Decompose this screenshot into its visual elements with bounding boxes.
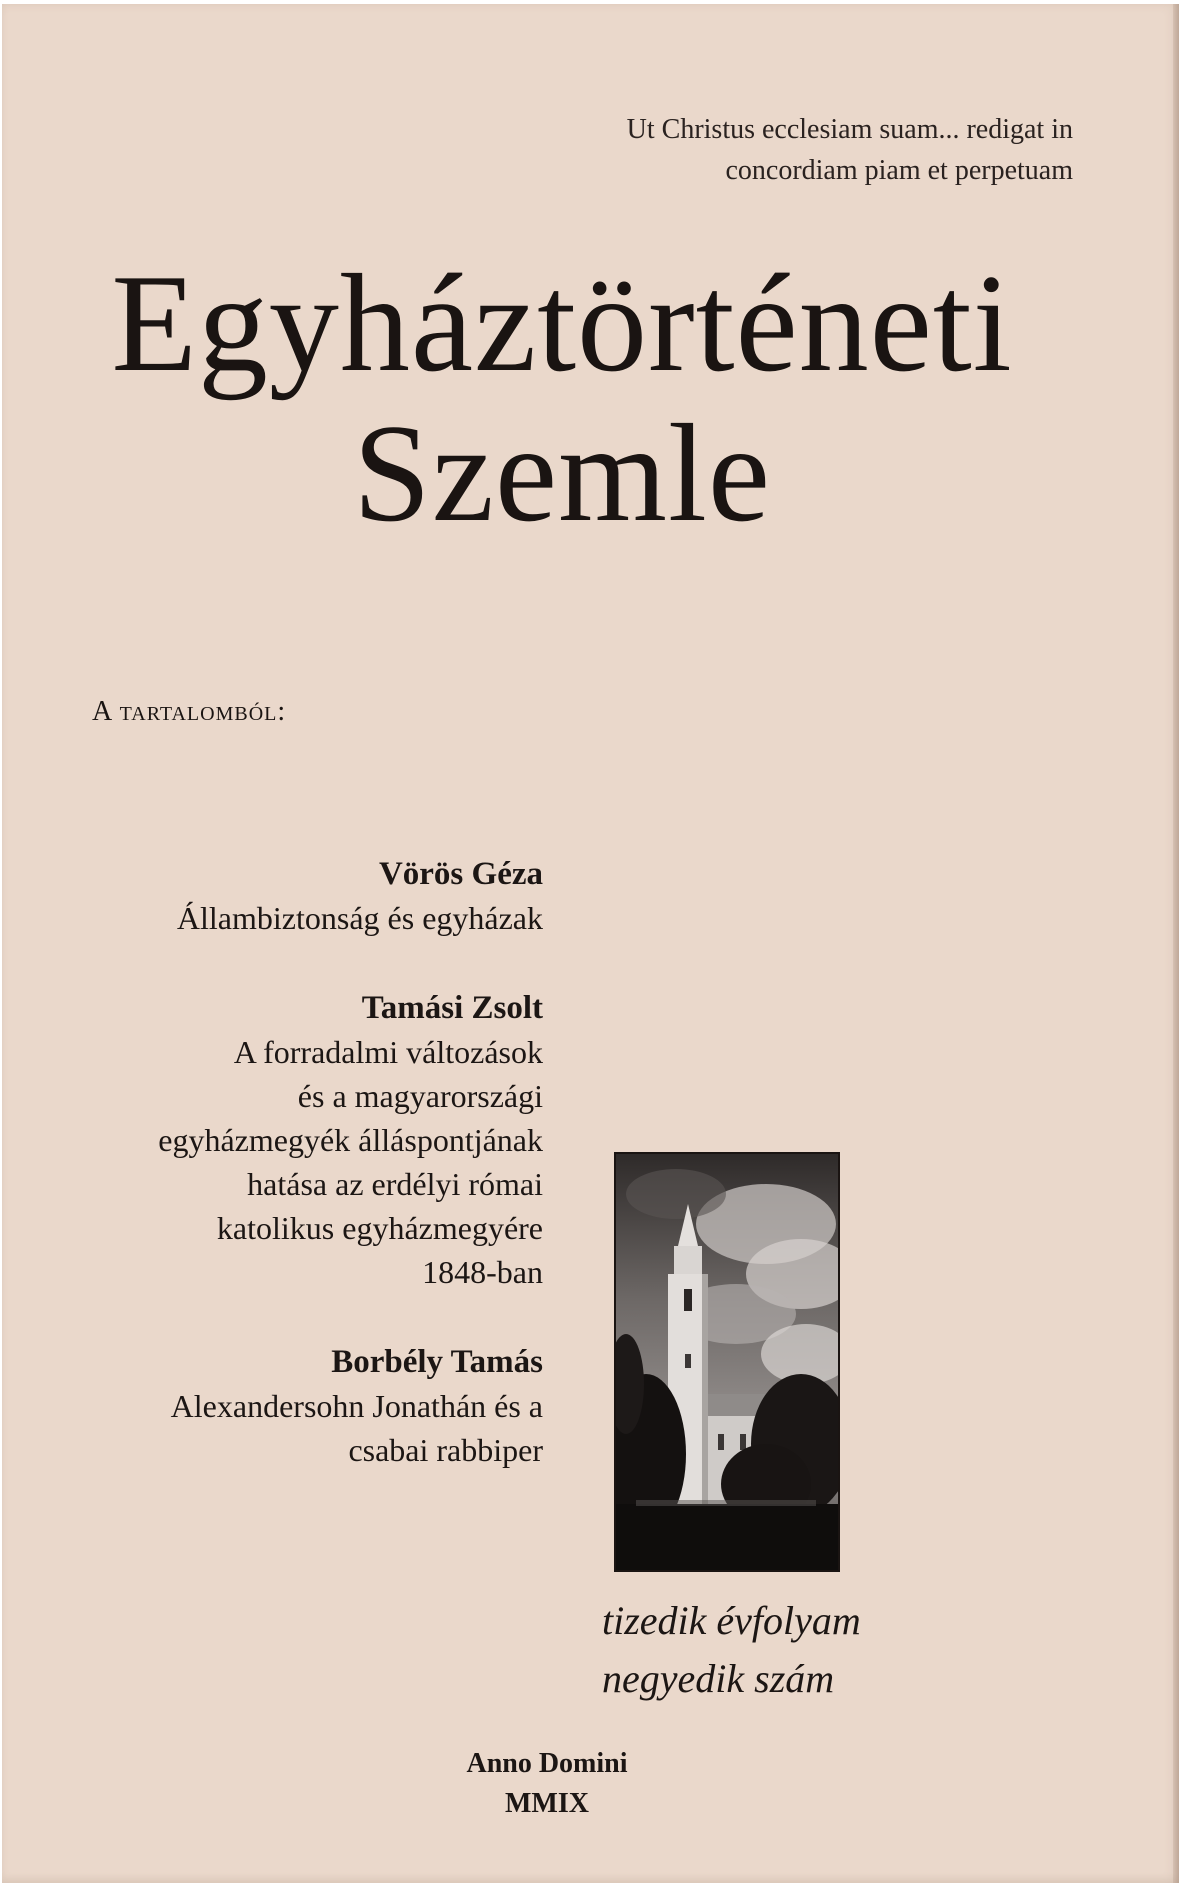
year-roman-numeral: MMIX (505, 1788, 589, 1819)
article-1 (177, 852, 543, 940)
article-title-line: katolikus egyházmegyére (216, 1210, 543, 1246)
article-title-line: és a magyarországi (297, 1078, 543, 1114)
volume-label: tizedik évfolyam (602, 1598, 861, 1643)
article-title-line: Állambiztonság és egyházak (176, 900, 543, 936)
article-title-line: csabai rabbiper (348, 1432, 543, 1468)
church-photo-image (616, 1154, 838, 1570)
article-title-line: egyházmegyék álláspontjának (158, 1122, 543, 1158)
journal-title-line-2: Szemle (352, 396, 772, 551)
journal-title-line-1: Egyháztörténeti (111, 246, 1013, 401)
article-author: Tamási Zsolt (361, 990, 543, 1026)
contents-heading: A tartalomból: (92, 696, 287, 727)
church-photo (614, 1152, 840, 1572)
article-author: Vörös Géza (378, 856, 543, 892)
motto (627, 109, 1073, 191)
issue-info (602, 1592, 861, 1708)
article-title-line: hatása az erdélyi római (247, 1166, 543, 1202)
anno-domini-label: Anno Domini (466, 1748, 628, 1779)
article-title-line: 1848-ban (422, 1254, 543, 1290)
motto-line-1: Ut Christus ecclesiam suam... redigat in (626, 114, 1073, 145)
article-2 (158, 986, 543, 1294)
number-label: negyedik szám (602, 1656, 835, 1701)
journal-title (2, 246, 1122, 551)
journal-cover (2, 4, 1179, 1883)
motto-line-2: concordiam piam et perpetuam (725, 155, 1073, 186)
article-3 (171, 1340, 543, 1472)
article-author: Borbély Tamás (331, 1344, 543, 1380)
article-title-line: Alexandersohn Jonathán és a (170, 1388, 543, 1424)
article-title-line: A forradalmi változások (233, 1034, 543, 1070)
publication-year (398, 1744, 696, 1824)
